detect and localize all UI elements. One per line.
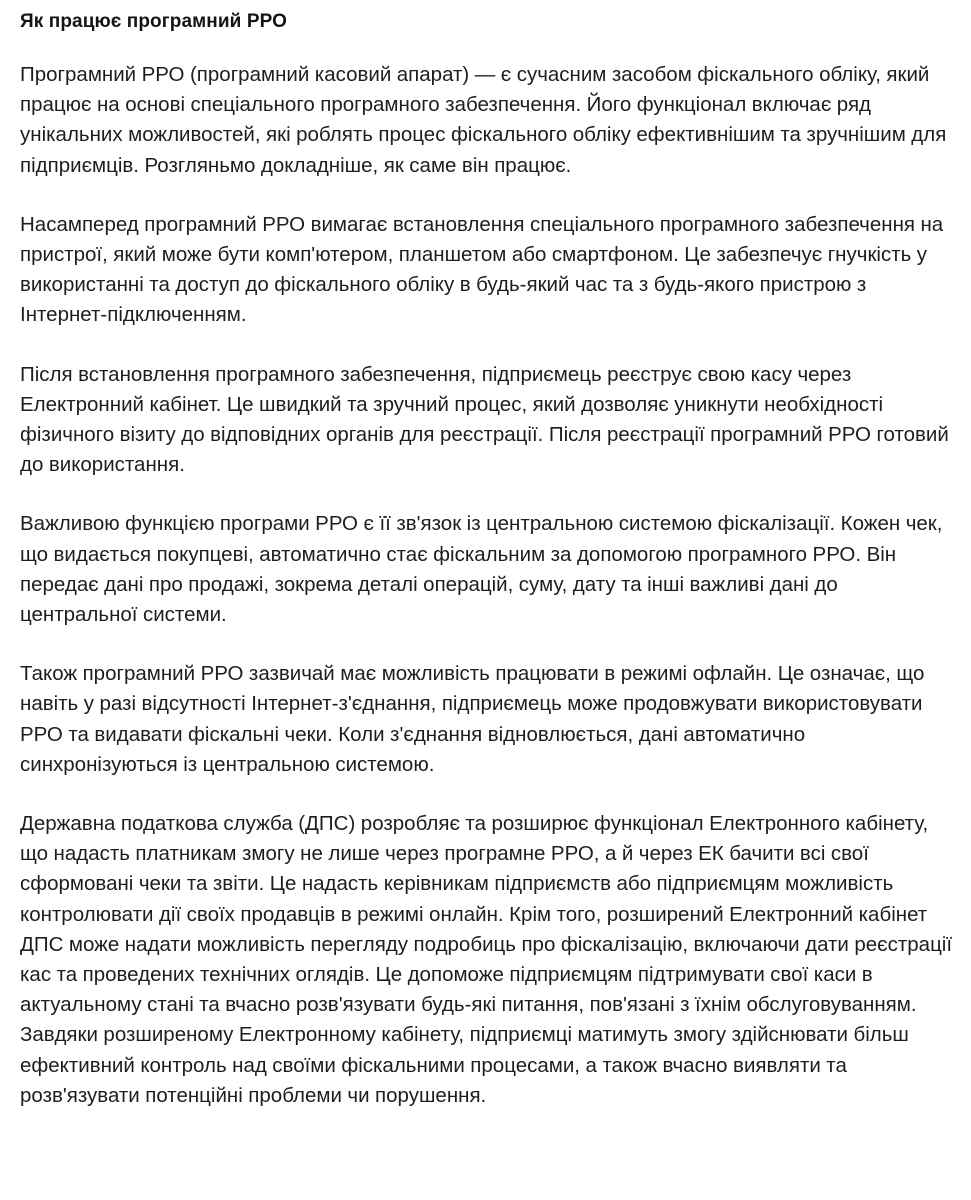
article-paragraph-1: Програмний РРО (програмний касовий апарат) — є сучасним засобом фіскального обліку, який працює на основі спеціального програмного забезпечення. Його функціонал включає ряд унікальних можливостей, які роблять процес фіскального обліку ефективнішим та зручнішим для підприємців. Розгляньмо докладніше, як саме він працює. — [20, 63, 947, 177]
article-body — [20, 60, 955, 1111]
article-paragraph-4: Важливою функцією програми РРО є її зв'язок із центральною системою фіскалізації. Кожен чек, що видається покупцеві, автоматично стає фіскальним за допомогою програмного РРО. Він передає дані про продажі, зокрема деталі операцій, суму, дату та інші важливі дані до центральної системи. — [20, 512, 943, 627]
article-paragraph-5: Також програмний РРО зазвичай має можливість працювати в режимі офлайн. Це означає, що навіть у разі відсутності Інтернет-з'єднання, підприємець може продовжувати використовувати РРО та видавати фіскальні чеки. Коли з'єднання відновлюється, дані автоматично синхронізуються із центральною системою. — [20, 662, 925, 776]
article-paragraph-2: Насамперед програмний РРО вимагає встановлення спеціального програмного забезпечення на пристрої, який може бути комп'ютером, планшетом або смартфоном. Це забезпечує гнучкість у використанні та доступ до фіскального обліку в будь-який час та з будь-якого пристрою з Інтернет-підключенням. — [20, 212, 944, 327]
page-title: Як працює програмний РРО — [20, 11, 287, 32]
article-paragraph-6: Державна податкова служба (ДПС) розробляє та розширює функціонал Електронного кабінету, що надасть платникам змогу не лише через програмне РРО, а й через ЕК бачити всі свої сформовані чеки та звіти. Це надасть керівникам підприємств або підприємцям можливість контролювати дії своїх продавців в режимі онлайн. Крім того, розширений Електронний кабінет ДПС може надати можливість перегляду подробиць про фіскалізацію, включаючи дати реєстрації кас та проведених технічних оглядів. Це допоможе підприємцям підтримувати свої каси в актуальному стані та вчасно розв'язувати будь-які питання, пов'язані з їхнім обслуговуванням. Завдяки розширеному Електронному кабінету, підприємці матимуть змогу здійснювати більш ефективний контроль над своїми фіскальними процесами, а також вчасно виявляти та розв'язувати потенційні проблеми чи порушення. — [20, 812, 953, 1107]
article-paragraph-3: Після встановлення програмного забезпечення, підприємець реєструє свою касу через Електронний кабінет. Це швидкий та зручний процес, який дозволяє уникнути необхідності фізичного візиту до відповідних органів для реєстрації. Після реєстрації програмний РРО готовий до використання. — [20, 362, 949, 477]
